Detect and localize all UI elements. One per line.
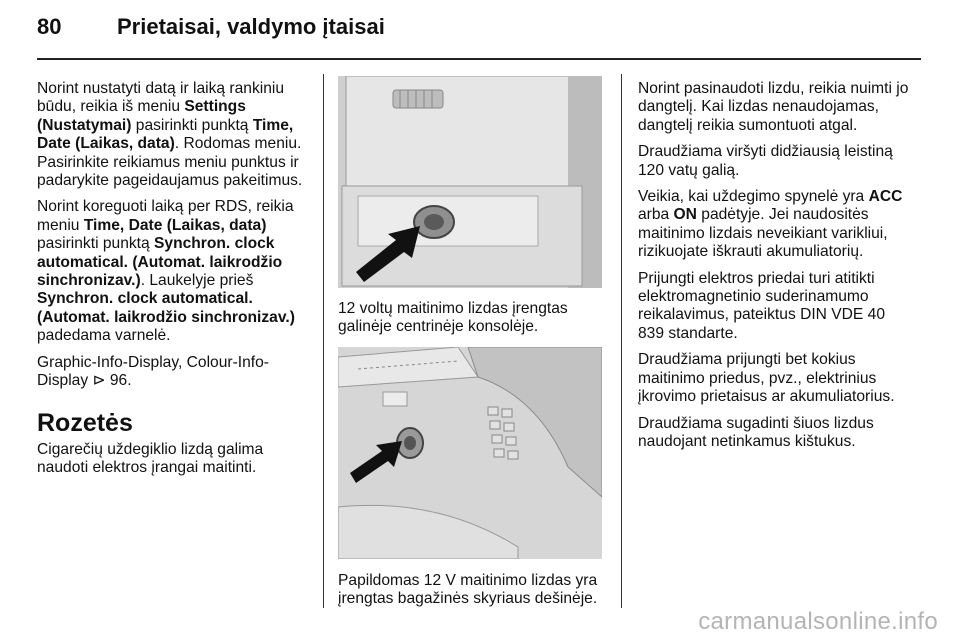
page-title: Prietaisai, valdymo įtaisai xyxy=(117,14,385,39)
bold-term: Synchron. clock automatical. (Automat. laikrodžio sinchronizav.) xyxy=(37,290,295,326)
text-run: Draudžiama sugadinti šiuos lizdus naudojant netinkamus kištukus. xyxy=(638,414,874,450)
text-run: Graphic-Info-Display, Colour-Info-Display xyxy=(37,353,269,390)
watermark: carmanualsonline.info xyxy=(698,608,938,635)
section-title-sockets: Rozetės xyxy=(37,408,133,437)
paragraph-no-chargers xyxy=(638,351,910,406)
figure-caption-console: 12 voltų maitinimo lizdas įrengtas galinėje centrinėje konsolėje. xyxy=(338,300,568,336)
bold-term: Settings (Nustatymai) xyxy=(37,98,246,134)
bold-term: Time, Date (Laikas, data) xyxy=(37,116,294,153)
text-run: Draudžiama viršyti didžiausią leistiną 120 vatų galią. xyxy=(638,143,893,179)
text-run: 96. xyxy=(105,372,132,390)
figure-trunk-socket xyxy=(338,347,602,559)
console-socket-illustration xyxy=(338,76,602,288)
text-run: pasirinkti punktą xyxy=(131,116,253,134)
paragraph-sockets-intro xyxy=(37,441,309,478)
paragraph-emc xyxy=(638,270,910,344)
text-run: Cigarečių uždegiklio lizdą galima naudoti elektros įrangai maitinti. xyxy=(37,440,264,476)
text-run: . Rodomas meniu. Pasirinkite reikiamus meniu punktus ir padarykite pageidaujamus pakeitimus. xyxy=(37,135,303,190)
header-rule xyxy=(37,58,921,60)
text-run: arba xyxy=(638,206,674,224)
paragraph-rds-time xyxy=(37,198,309,345)
text-run: Prijungti elektros priedai turi atitikti elektromagnetinio suderinamumo reikalavimus, pateiktus DIN VDE 40 839 standarte. xyxy=(638,269,885,342)
bold-term: ACC xyxy=(868,188,903,206)
figure-caption-trunk: Papildomas 12 V maitinimo lizdas yra įrengtas bagažinės skyriaus dešinėje. xyxy=(338,572,598,608)
bold-term: Time, Date (Laikas, data) xyxy=(83,216,267,234)
paragraph-remove-cover xyxy=(638,80,910,135)
column-right xyxy=(638,80,910,459)
text-run: ⊳ xyxy=(92,372,106,390)
text-run: Norint pasinaudoti lizdu, reikia nuimti jo dangtelį. Kai lizdas nenaudojamas, dangtelį reikia sumontuoti atgal. xyxy=(638,80,909,134)
paragraph-manual-date xyxy=(37,80,309,190)
column-left xyxy=(37,80,309,485)
trunk-socket-illustration xyxy=(338,347,602,559)
bold-term: Synchron. clock automatical. (Automat. laikrodžio sinchronizav.) xyxy=(37,235,283,290)
text-run: . Laukelyje prieš xyxy=(140,272,254,290)
figure-console-socket xyxy=(338,76,602,288)
text-run: padėtyje. Jei naudositės maitinimo lizdais neveikiant varikliui, rizikuojate iškrauti akumuliatorių. xyxy=(638,206,888,261)
paragraph-display-ref xyxy=(37,354,309,391)
page-number: 80 xyxy=(37,14,62,39)
paragraph-max-power xyxy=(638,143,910,180)
text-run: Norint koreguoti laiką per RDS, reikia meniu xyxy=(37,198,294,234)
text-run: pasirinkti punktą xyxy=(37,235,155,253)
paragraph-no-damage xyxy=(638,415,910,452)
text-run: Draudžiama prijungti bet kokius maitinimo priedus, pvz., elektrinius įkrovimo prietaisus ar akumuliatorius. xyxy=(638,351,895,406)
column-divider-left xyxy=(323,74,324,608)
bold-term: ON xyxy=(673,206,697,224)
paragraph-ignition xyxy=(638,188,910,262)
text-run: padedama varnelė. xyxy=(37,327,171,345)
text-run: Norint nustatyti datą ir laiką rankiniu būdu, reikia iš meniu xyxy=(37,80,285,116)
text-run: Veikia, kai uždegimo spynelė yra xyxy=(638,188,869,206)
column-divider-right xyxy=(621,74,622,608)
